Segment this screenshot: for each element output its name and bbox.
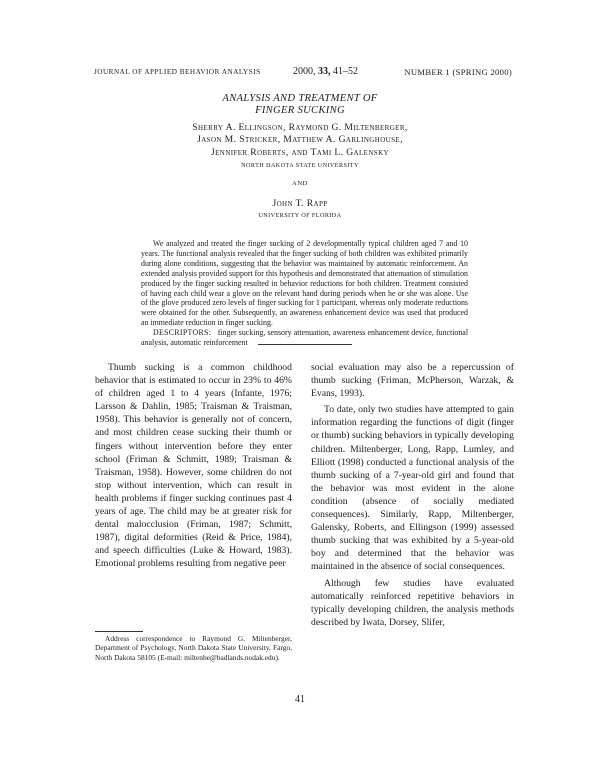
body-paragraph: Although few studies have evaluated automatically reinforced repetitive behaviors in typically developing children, the analysis methods described by Iwata, Dorsey, Slifer, <box>311 577 514 628</box>
abstract-text: We analyzed and treated the finger sucking of 2 developmentally typical children aged 7 and 10 years. The functional analysis revealed that the finger sucking of both children was exhibited primarily during alone conditions, suggesting that the behavior was maintained by automatic reinforcement. An extended analysis provided support for this hypothesis and demonstrated that attenuation of stimulation produced by the finger sucking resulted in behavior reductions for both children. Treatment consisted of having each child wear a glove on the relevant hand during periods when he or she was alone. Use of the glove produced zero levels of finger sucking for 1 participant, whereas only moderate reductions were obtained for the other. Subsequently, an awareness enhancement device was used that produced an immediate reduction in finger sucking. <box>141 239 468 328</box>
and-separator: AND <box>291 180 309 187</box>
body-paragraph: To date, only two studies have attempted to gain information regarding the functions of digit (finger or thumb) sucking behaviors in typically developing children. Miltenberger, Long, Rapp, Lumley, and Elliott (1998) conducted a functional analysis of the thumb sucking of a 7-year-old girl and found that the behavior was most evident in the alone condition (absence of socially mediated consequences). Similarly, Rapp, Miltenberger, Galensky, Roberts, and Ellingson (1999) assessed thumb sucking that was exhibited by a 5-year-old boy and determined that the behavior was maintained in the absence of social consequences. <box>311 404 514 573</box>
right-column <box>311 361 514 632</box>
affiliation-2: UNIVERSITY OF FLORIDA <box>258 212 342 219</box>
affiliation-1: NORTH DAKOTA STATE UNIVERSITY <box>241 162 359 169</box>
body-paragraph: social evaluation may also be a repercussion of thumb sucking (Friman, McPherson, Warzak, & Evans, 1993). <box>311 362 514 400</box>
volume-info <box>293 66 358 77</box>
left-column <box>95 361 292 574</box>
author-list <box>0 122 600 159</box>
descriptors-label: DESCRIPTORS: <box>153 328 212 338</box>
authors-line-3: Jennifer Roberts, and Tami L. Galensky <box>210 146 389 158</box>
authors-line-1: Sherry A. Ellingson, Raymond G. Miltenberger, <box>192 122 408 133</box>
title-line-2: FINGER SUCKING <box>255 105 345 116</box>
body-paragraph: Thumb sucking is a common childhood behavior that is estimated to occur in 23% to 46% of children aged 1 to 4 years (Infante, 1976; Larsson & Dahlin, 1985; Traisman & Traisman, 1958). This behavior is generally not of concern, and most children cease sucking their thumb or fingers without intervention before they enter school (Friman & Schmitt, 1989; Traisman & Traisman, 1958). However, some children do not stop without intervention, which can result in health problems if finger sucking continues past 4 years of age. The child may be at greater risk for dental malocclusion (Friman, 1987; Schmitt, 1987), digital deformities (Reid & Price, 1984), and speech difficulties (Luke & Howard, 1983). Emotional problems resulting from negative peer <box>95 362 292 570</box>
article-title <box>0 93 600 117</box>
page-range: 41–52 <box>333 66 358 77</box>
section-divider <box>258 344 352 345</box>
journal-name: JOURNAL OF APPLIED BEHAVIOR ANALYSIS <box>94 68 261 76</box>
descriptors-text: finger sucking, sensory attenuation, awareness enhancement device, functional analysis, automatic reinforcement <box>141 328 469 348</box>
author-2: John T. Rapp <box>272 198 328 209</box>
running-head <box>94 66 512 80</box>
authors-line-2: Jason M. Stricker, Matthew A. Garlinghouse, <box>197 134 403 146</box>
abstract <box>141 239 468 348</box>
title-line-1: ANALYSIS AND TREATMENT OF <box>222 93 378 104</box>
footnote-divider <box>95 631 143 632</box>
volume: 33, <box>318 66 331 77</box>
footnote: Address correspondence to Raymond G. Miltenberger, Department of Psychology, North Dakota State University, Fargo, North Dakota 58105 (E-mail: miltenbe@badlands.nodak.edu). <box>95 634 292 662</box>
issue-number: NUMBER 1 (SPRING 2000) <box>404 67 512 77</box>
page-number: 41 <box>295 694 305 705</box>
year: 2000, <box>293 66 316 77</box>
